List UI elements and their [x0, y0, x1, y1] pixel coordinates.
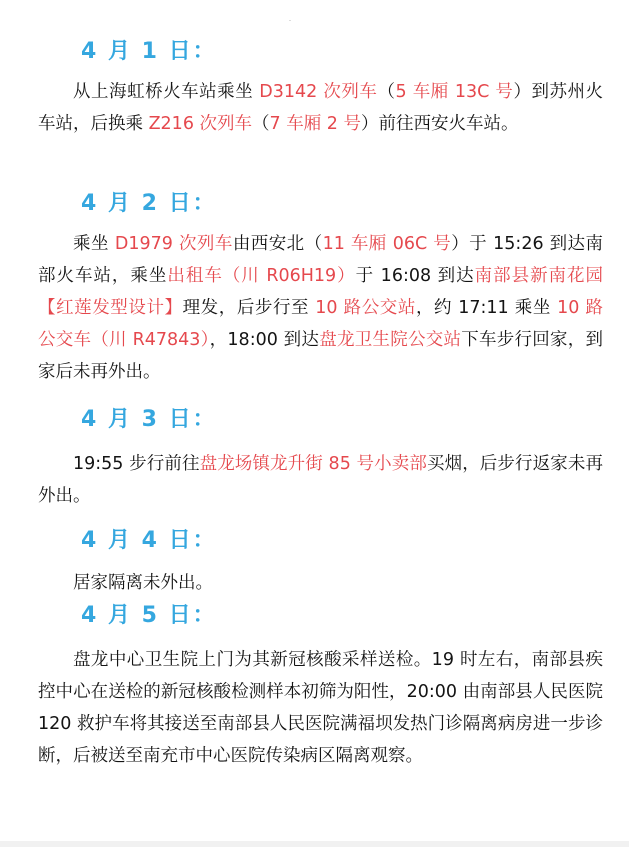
- highlighted-location-text: 盘龙卫生院公交站: [319, 330, 462, 350]
- day-heading-apr-5: 4 月 5 日：: [81, 603, 217, 628]
- bottom-edge-strip: [0, 841, 629, 847]
- paragraph-text-run: 从上海虹桥火车站乘坐: [73, 82, 260, 102]
- highlighted-location-text: 盘龙场镇龙升街 85 号小卖部: [199, 454, 427, 474]
- paragraph-text-run: （: [252, 114, 270, 134]
- paragraph-text-run: 乘坐: [73, 234, 115, 254]
- highlighted-location-text: 南部县新南花园【红莲发型设计】: [38, 266, 604, 318]
- highlighted-location-text: D3142 次列车: [259, 82, 378, 102]
- paragraph-text-run: 盘龙中心卫生院上门为其新冠核酸采样送检。19 时左右，南部县疾控中心在送检的新冠核酸检测样本初筛为阳性，20:00 由南部县人民医院 120 救护车将其接送至南部县人民医院满福坝发热门诊隔离病房进一步诊断，后被送至南充市中心医院传染病区隔离观察。: [38, 650, 603, 766]
- day-heading-apr-1: 4 月 1 日：: [81, 39, 217, 64]
- day-heading-apr-3: 4 月 3 日：: [81, 407, 217, 432]
- scan-artifact-dot: [289, 20, 291, 21]
- paragraph-text-run: ，18:00 到达: [209, 330, 320, 350]
- paragraph-text-run: 于 16:08 到达: [355, 266, 475, 286]
- highlighted-location-text: 10 路公交站: [315, 298, 416, 318]
- paragraph-text-run: （: [377, 82, 396, 102]
- day-paragraph-apr-5: [38, 644, 603, 772]
- highlighted-location-text: D1979 次列车: [114, 234, 233, 254]
- highlighted-location-text: Z216 次列车: [148, 114, 253, 134]
- highlighted-location-text: 7 车厢 2 号: [269, 114, 361, 134]
- day-heading-apr-4: 4 月 4 日：: [81, 528, 217, 553]
- highlighted-location-text: 11 车厢 06C 号: [322, 234, 452, 254]
- paragraph-text-run: 由西安北（: [232, 234, 323, 254]
- paragraph-text-run: ）到苏州火车站，后换乘: [38, 82, 604, 134]
- day-paragraph-apr-1: [38, 76, 603, 140]
- paragraph-text-run: 买烟，后步行返家未再外出。: [38, 454, 603, 506]
- day-paragraph-apr-3: [38, 448, 603, 512]
- day-paragraph-apr-2: [38, 228, 603, 388]
- highlighted-location-text: 10 路公交车（川 R47843）: [38, 298, 603, 350]
- paragraph-text-run: 下车步行回家，到家后未再外出。: [38, 330, 603, 382]
- paragraph-text-run: 19:55 步行前往: [73, 454, 200, 474]
- paragraph-text-run: 理发，后步行至: [182, 298, 316, 318]
- highlighted-location-text: 5 车厢 13C 号: [395, 82, 514, 102]
- paragraph-text-run: 居家隔离未外出。: [73, 573, 213, 593]
- highlighted-location-text: 出租车（川 R06H19）: [167, 266, 356, 286]
- paragraph-text-run: ）于 15:26 到达南部火车站，乘坐: [38, 234, 603, 286]
- paragraph-text-run: ）前往西安火车站。: [361, 114, 519, 134]
- day-paragraph-apr-4: [38, 567, 603, 599]
- paragraph-text-run: ，约 17:11 乘坐: [415, 298, 558, 318]
- day-heading-apr-2: 4 月 2 日：: [81, 191, 217, 216]
